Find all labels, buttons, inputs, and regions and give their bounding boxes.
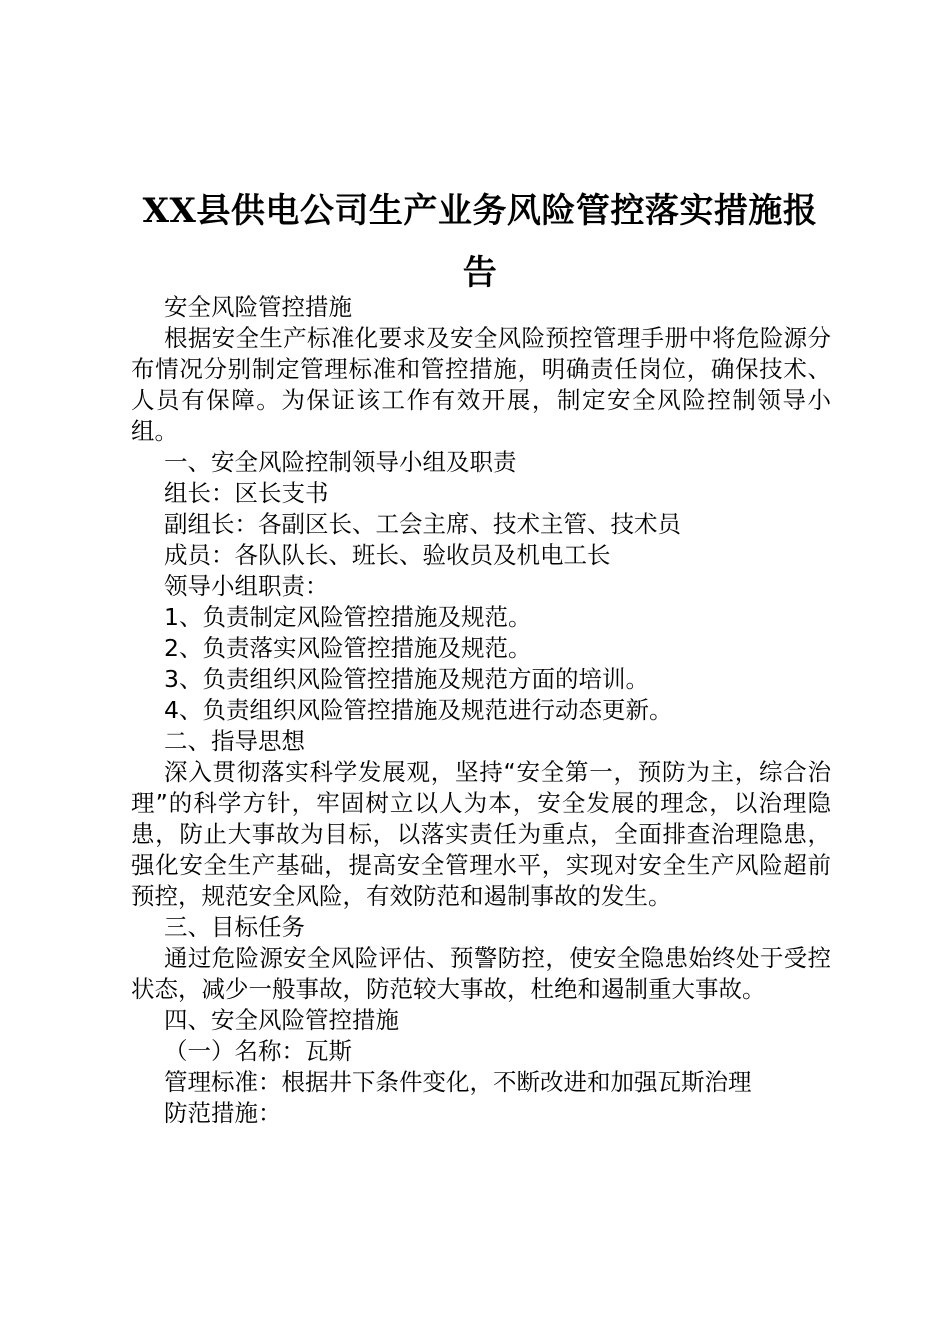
duties-heading: 领导小组职责：	[164, 572, 329, 600]
section-heading-leadership-group: 一、安全风险控制领导小组及职责	[164, 448, 517, 476]
management-standard-line: 管理标准：根据井下条件变化，不断改进和加强瓦斯治理	[164, 1068, 752, 1096]
section-heading-objectives: 三、目标任务	[164, 913, 305, 941]
guiding-ideology-paragraph: 深入贯彻落实科学发展观，坚持“安全第一，预防为主，综合治理”的科学方针，牢固树立以人为本，安全发展的理念，以治理隐患，防止大事故为目标，以落实责任为重点，全面排查治理隐患，强化安全生产基础，提高安全管理水平，实现对安全生产风险超前预控，规范安全风险，有效防范和遏制事故的发生。	[131, 758, 831, 910]
intro-paragraph: 根据安全生产标准化要求及安全风险预控管理手册中将危险源分布情况分别制定管理标准和管控措施，明确责任岗位，确保技术、人员有保障。为保证该工作有效开展，制定安全风险控制领导小组。	[131, 324, 831, 445]
objectives-paragraph: 通过危险源安全风险评估、预警防控，使安全隐患始终处于受控状态，减少一般事故，防范较大事故，杜绝和遏制重大事故。	[131, 944, 831, 1003]
group-leader-line: 组长：区长支书	[164, 479, 329, 507]
duty-item: 2、负责落实风险管控措施及规范。	[164, 634, 532, 662]
prevention-measures-line: 防范措施：	[164, 1099, 282, 1127]
document-title: XX县供电公司生产业务风险管控落实措施报告	[142, 191, 818, 293]
subsection-gas: （一）名称：瓦斯	[164, 1037, 352, 1065]
deputy-leader-line: 副组长：各副区长、工会主席、技术主管、技术员	[164, 510, 681, 538]
duty-item: 1、负责制定风险管控措施及规范。	[164, 603, 532, 631]
section-heading-risk-control: 安全风险管控措施	[164, 293, 352, 321]
duty-item: 4、负责组织风险管控措施及规范进行动态更新。	[164, 696, 673, 724]
members-line: 成员：各队队长、班长、验收员及机电工长	[164, 541, 611, 569]
duty-item: 3、负责组织风险管控措施及规范方面的培训。	[164, 665, 649, 693]
document-body	[131, 292, 831, 1129]
section-heading-guiding-ideology: 二、指导思想	[164, 727, 305, 755]
section-heading-control-measures: 四、安全风险管控措施	[164, 1006, 399, 1034]
